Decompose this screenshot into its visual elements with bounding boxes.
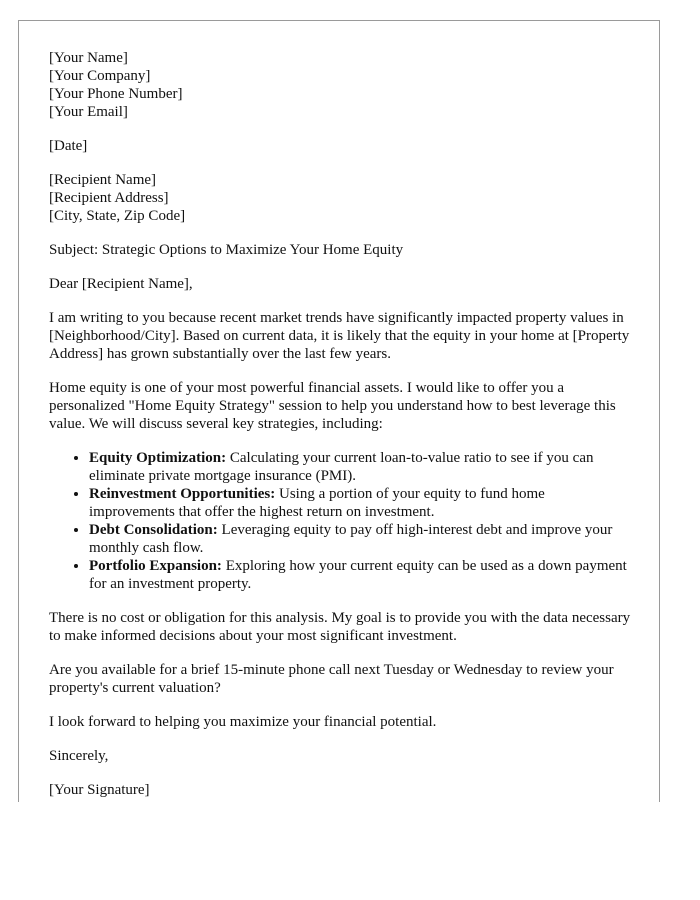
strategy-text: Using a portion of your equity to fund home improvements that offer the highest return on investment. — [89, 486, 545, 520]
strategy-text: Calculating your current loan-to-value ratio to see if you can eliminate private mortgage insurance (PMI). — [89, 450, 594, 484]
list-item — [89, 557, 634, 593]
letter-page — [18, 20, 660, 802]
sender-email: [Your Email] — [49, 104, 128, 120]
recipient-city-state-zip: [City, State, Zip Code] — [49, 208, 186, 224]
signature: [Your Signature] — [49, 782, 150, 798]
strategy-text: Leveraging equity to pay off high-interest debt and improve your monthly cash flow. — [89, 522, 613, 556]
subject-line: Subject: Strategic Options to Maximize Your Home Equity — [49, 242, 404, 258]
recipient-address: [Recipient Address] — [49, 190, 169, 206]
sender-company: [Your Company] — [49, 68, 151, 84]
recipient-name: [Recipient Name] — [49, 172, 157, 188]
intro-paragraph: I am writing to you because recent market trends have significantly impacted property values in [Neighborhood/City]. Based on current data, it is likely that the equity in your home at [Property Address] has grown substantially over the last few years. — [49, 310, 630, 362]
no-cost-paragraph: There is no cost or obligation for this analysis. My goal is to provide you with the data necessary to make informed decisions about your most significant investment. — [49, 610, 631, 644]
offer-paragraph: Home equity is one of your most powerful financial assets. I would like to offer you a personalized "Home Equity Strategy" session to help you understand how to best leverage this value. We will discuss several key strategies, including: — [49, 380, 616, 432]
sender-name: [Your Name] — [49, 50, 128, 66]
letter-date: [Date] — [49, 138, 88, 154]
call-request-paragraph: Are you available for a brief 15-minute phone call next Tuesday or Wednesday to review your property's current valuation? — [49, 662, 614, 696]
strategy-term: Reinvestment Opportunities: — [89, 486, 276, 502]
recipient-block — [49, 171, 634, 225]
closing-paragraph: I look forward to helping you maximize your financial potential. — [49, 714, 437, 730]
salutation: Dear [Recipient Name], — [49, 276, 193, 292]
strategy-term: Equity Optimization: — [89, 450, 227, 466]
strategy-term: Debt Consolidation: — [89, 522, 218, 538]
sender-block — [49, 49, 634, 121]
strategy-term: Portfolio Expansion: — [89, 558, 222, 574]
strategy-list — [49, 449, 634, 593]
list-item — [89, 521, 634, 557]
list-item — [89, 449, 634, 485]
list-item — [89, 485, 634, 521]
sign-off: Sincerely, — [49, 748, 109, 764]
letter-content — [49, 49, 634, 799]
strategy-text: Exploring how your current equity can be used as a down payment for an investment property. — [89, 558, 627, 592]
sender-phone: [Your Phone Number] — [49, 86, 183, 102]
